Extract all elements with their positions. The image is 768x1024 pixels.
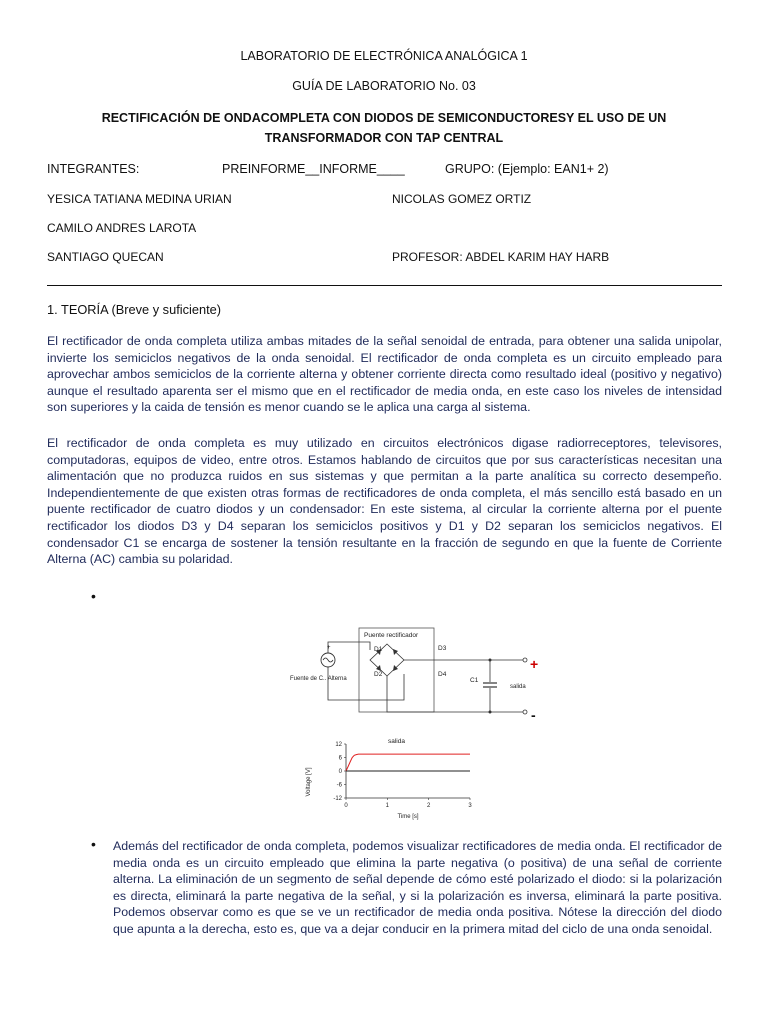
d4-label: D4 [438,671,447,678]
y-axis-label: Voltage [V] [306,767,312,797]
document-title-line1: RECTIFICACIÓN DE ONDACOMPLETA CON DIODOS DE SEMICONDUCTORESY EL USO DE UN [101,111,667,125]
output-voltage-chart [300,732,490,822]
profesor: PROFESOR: ABDEL KARIM HAY HARB [392,250,610,264]
paragraph-1: El rectificador de onda completa utiliza ambas mitades de la señal senoidal de entrada, para obtener una salida unipolar, invierte los semiciclos negativos de la onda senoidal. El rectificador de onda completa es un circuito empleado para aprovechar ambos semiciclos de la corriente alterna y obtener corriente directa como resultado ideal (positivo y negativo) aunque el resultado aparenta ser el mismo que en el rectificador de media onda, en este caso los niveles de intensidad son superiores y la caida de tensión es menor cuando se le aplica una carga al sistema. [47,334,722,415]
full-wave-rectifier-circuit [270,622,560,722]
y-tick-label: 0 [338,769,342,775]
preinforme-informe: PREINFORME__INFORME____ [222,162,405,176]
minus-terminal-label: - [531,707,536,722]
bridge-label: Puente rectificador [364,632,419,639]
x-tick-label: 1 [385,803,390,809]
member-2: NICOLAS GOMEZ ORTIZ [392,192,532,206]
output-label: salida [510,684,526,690]
document-title-line2: TRANSFORMADOR CON TAP CENTRAL [264,131,504,145]
guide-number: GUÍA DE LABORATORIO No. 03 [292,79,476,93]
member-4: SANTIAGO QUECAN [47,250,164,264]
d2-label: D2 [374,671,383,678]
grupo-label: GRUPO: (Ejemplo: EAN1+ 2) [445,162,609,176]
section-heading: 1. TEORÍA (Breve y suficiente) [47,302,222,317]
paragraph-2: El rectificador de onda completa es muy utilizado en circuitos electrónicos digase radiorreceptores, televisores, computadoras, equipos de video, entre otros. Estamos hablando de circuitos que por sus características necesitan una alimentación que no produzca ruidos en sus sistemas y que permitan a la parte analítica su correcto desempeño. Independientemente de que existen otras formas de rectificadores de onda completa, el más sencillo está basado en un puente rectificador de cuatro diodos y un condensador: En este sistema, al circular la corriente alterna por el puente rectificador los diodos D3 y D4 separan los semiciclos positivos y D1 y D2 separan los semiciclos negativos. El condensador C1 se encarga de sostener la tensión resultante en la fracción de segundo en que la fuente de Corriente Alterna (AC) cambia su polaridad. [47,436,722,567]
plus-terminal-label: + [530,656,539,672]
y-tick-label: -12 [333,796,342,802]
paragraph-3: Además del rectificador de onda completa, podemos visualizar rectificadores de media onda. El rectificador de media onda es un circuito empleado que elimina la parte negativa (o positiva) de una señal de corriente alterna. La eliminación de un segmento de señal depende de cómo esté polarizado el diodo: si la polarización es directa, eliminará la parte negativa de la señal, y si la polarización es inversa, eliminará la parte positiva. Podemos observar como es que se ve un rectificador de media onda positiva. Nótese la dirección del diodo que apunta a la derecha, esto es, que va a dejar conducir en la primera mitad del ciclo de una onda senoidal. [113,839,722,936]
d3-label: D3 [438,645,447,652]
x-tick-label: 0 [344,803,348,809]
integrantes-label: INTEGRANTES: [47,162,140,176]
divider-line [47,285,722,286]
y-tick-label: 12 [335,742,342,748]
d1-label: D1 [374,646,383,653]
y-tick-label: -6 [336,782,342,789]
x-tick-label: 2 [426,803,431,809]
chart-title: salida [388,738,405,745]
source-label: Fuente de C.. Alterna [290,676,347,682]
svg-text:+: + [327,645,331,651]
x-axis-label: Time [s] [397,814,419,820]
c1-label: C1 [470,677,479,684]
member-3: CAMILO ANDRES LAROTA [47,221,197,235]
member-1: YESICA TATIANA MEDINA URIAN [47,192,232,206]
lab-title: LABORATORIO DE ELECTRÓNICA ANALÓGICA 1 [240,49,528,63]
series-line-salida [346,754,470,771]
y-tick-label: 6 [338,755,342,762]
bullet-2: • [91,836,96,852]
x-tick-label: 3 [468,803,472,809]
bullet-1: • [91,588,96,604]
